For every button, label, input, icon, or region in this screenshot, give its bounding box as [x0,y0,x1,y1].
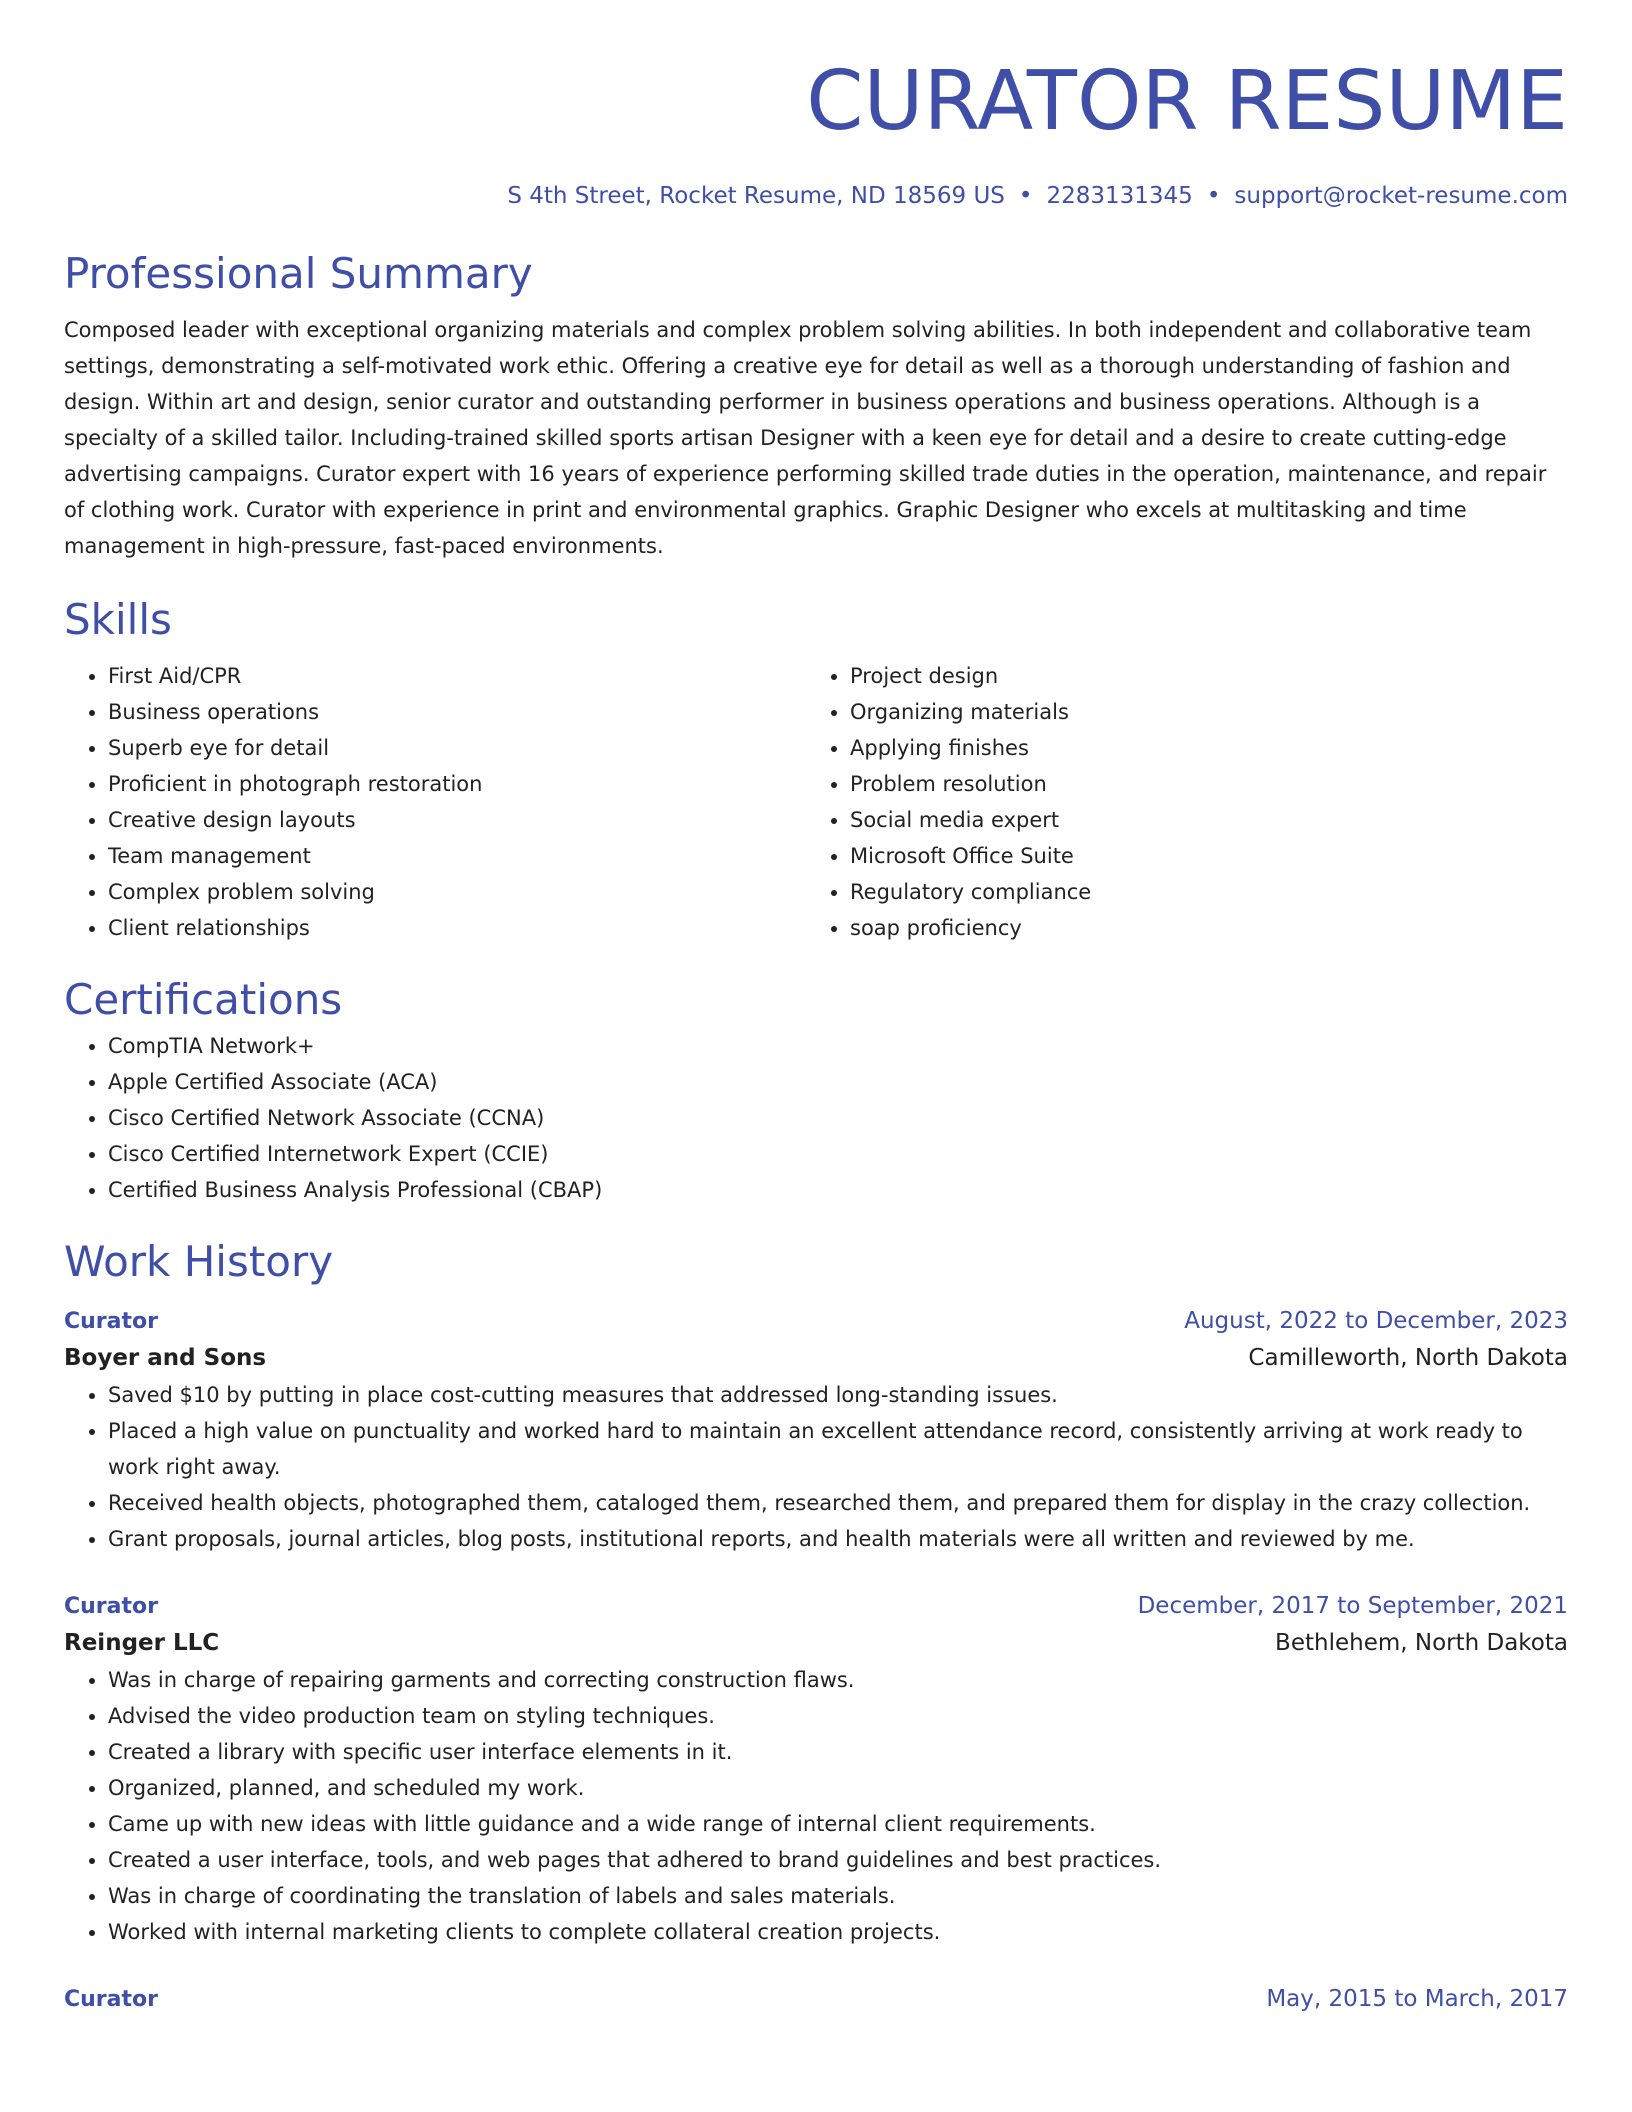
job-company-row [64,1624,1568,1662]
summary-section [64,246,1568,564]
skills-list-right [806,658,1548,946]
job-bullet: • Advised the video production team on styling techniques. [108,1698,1568,1734]
skill-item: • First Aid/CPR [108,658,806,694]
skill-item: • Creative design layouts [108,802,806,838]
certification-item: • Apple Certified Associate (ACA) [108,1064,1568,1100]
job-title-row [64,1589,1568,1624]
skill-item: • Microsoft Office Suite [850,838,1548,874]
certification-item: • CompTIA Network+ [108,1028,1568,1064]
certifications-heading: Certifications [64,975,343,1024]
job-entry [64,1589,1568,1950]
certifications-list [64,1028,1568,1208]
job-dates: August, 2022 to December, 2023 [1184,1308,1568,1334]
job-bullets [64,1662,1568,1950]
certification-item: • Cisco Certified Internetwork Expert (CCIE) [108,1136,1568,1172]
job-title-row [64,1982,1568,2017]
job-bullet: • Came up with new ideas with little guidance and a wide range of internal client requirements. [108,1806,1568,1842]
skills-section [64,592,1568,946]
job-bullet: • Organized, planned, and scheduled my work. [108,1770,1568,1806]
skill-item: • Applying finishes [850,730,1548,766]
skills-heading: Skills [64,595,172,644]
resume-name: CURATOR RESUME [806,54,1568,149]
skill-item: • Client relationships [108,910,806,946]
job-bullet: • Created a library with specific user interface elements in it. [108,1734,1568,1770]
contact-line [64,180,1568,212]
job-title: Curator [64,1309,158,1334]
job-bullet: • Created a user interface, tools, and web pages that adhered to brand guidelines and best practices. [108,1842,1568,1878]
job-bullet: • Worked with internal marketing clients to complete collateral creation projects. [108,1914,1568,1950]
summary-text: Composed leader with exceptional organizing materials and complex problem solving abilities. In both independent and collaborative team settings, demonstrating a self-motivated work ethic. Offering a creative eye for detail as well as a thorough understanding of fashion and design. Within art and design, senior curator and outstanding performer in business operations and business operations. Although is a specialty of a skilled tailor. Including-trained skilled sports artisan Designer with a keen eye for detail and a desire to create cutting-edge advertising campaigns. Curator expert with 16 years of experience performing skilled trade duties in the operation, maintenance, and repair of clothing work. Curator with experience in print and environmental graphics. Graphic Designer who excels at multitasking and time management in high-pressure, fast-paced environments. [64,318,1547,558]
job-bullet: • Saved $10 by putting in place cost-cutting measures that addressed long-standing issues. [108,1377,1568,1413]
contact-phone: 2283131345 [1046,183,1193,209]
work-history-section [64,1234,1568,2017]
job-entry [64,1982,1568,2017]
job-company-row [64,1339,1568,1377]
job-bullet: • Received health objects, photographed them, cataloged them, researched them, and prepared them for display in the crazy collection. [108,1485,1568,1521]
job-bullet: • Placed a high value on punctuality and worked hard to maintain an excellent attendance record, consistently arriving at work ready to work right away. [108,1413,1568,1485]
skill-item: • Regulatory compliance [850,874,1548,910]
resume-header [64,0,1568,212]
certifications-section [64,972,1568,1208]
skill-item: • Problem resolution [850,766,1548,802]
job-company: Boyer and Sons [64,1345,267,1371]
skills-list-left [64,658,806,946]
contact-separator: • [1206,183,1221,209]
job-title: Curator [64,1594,158,1619]
contact-separator: • [1018,183,1033,209]
skills-column-right [806,658,1548,946]
job-title: Curator [64,1987,158,2012]
contact-address: S 4th Street, Rocket Resume, ND 18569 US [507,183,1005,209]
summary-heading: Professional Summary [64,249,533,298]
skill-item: • Superb eye for detail [108,730,806,766]
job-company: Reinger LLC [64,1630,220,1656]
skill-item: • Business operations [108,694,806,730]
skill-item: • Team management [108,838,806,874]
job-entry [64,1304,1568,1557]
job-bullets [64,1377,1568,1557]
job-dates: December, 2017 to September, 2021 [1137,1593,1568,1619]
certification-item: • Certified Business Analysis Professional (CBAP) [108,1172,1568,1208]
job-dates: May, 2015 to March, 2017 [1266,1986,1568,2012]
skill-item: • Project design [850,658,1548,694]
skill-item: • Complex problem solving [108,874,806,910]
job-bullet: • Was in charge of coordinating the translation of labels and sales materials. [108,1878,1568,1914]
skills-columns [64,658,1568,946]
skill-item: • Proficient in photograph restoration [108,766,806,802]
skill-item: • soap proficiency [850,910,1548,946]
job-location: Bethlehem, North Dakota [1275,1630,1568,1656]
job-bullet: • Was in charge of repairing garments and correcting construction flaws. [108,1662,1568,1698]
skills-column-left [64,658,806,946]
job-location: Camilleworth, North Dakota [1248,1345,1568,1371]
job-bullet: • Grant proposals, journal articles, blog posts, institutional reports, and health materials were all written and reviewed by me. [108,1521,1568,1557]
certification-item: • Cisco Certified Network Associate (CCNA) [108,1100,1568,1136]
work-history-heading: Work History [64,1237,334,1286]
skill-item: • Organizing materials [850,694,1548,730]
job-title-row [64,1304,1568,1339]
contact-email: support@rocket-resume.com [1234,183,1568,209]
skill-item: • Social media expert [850,802,1548,838]
